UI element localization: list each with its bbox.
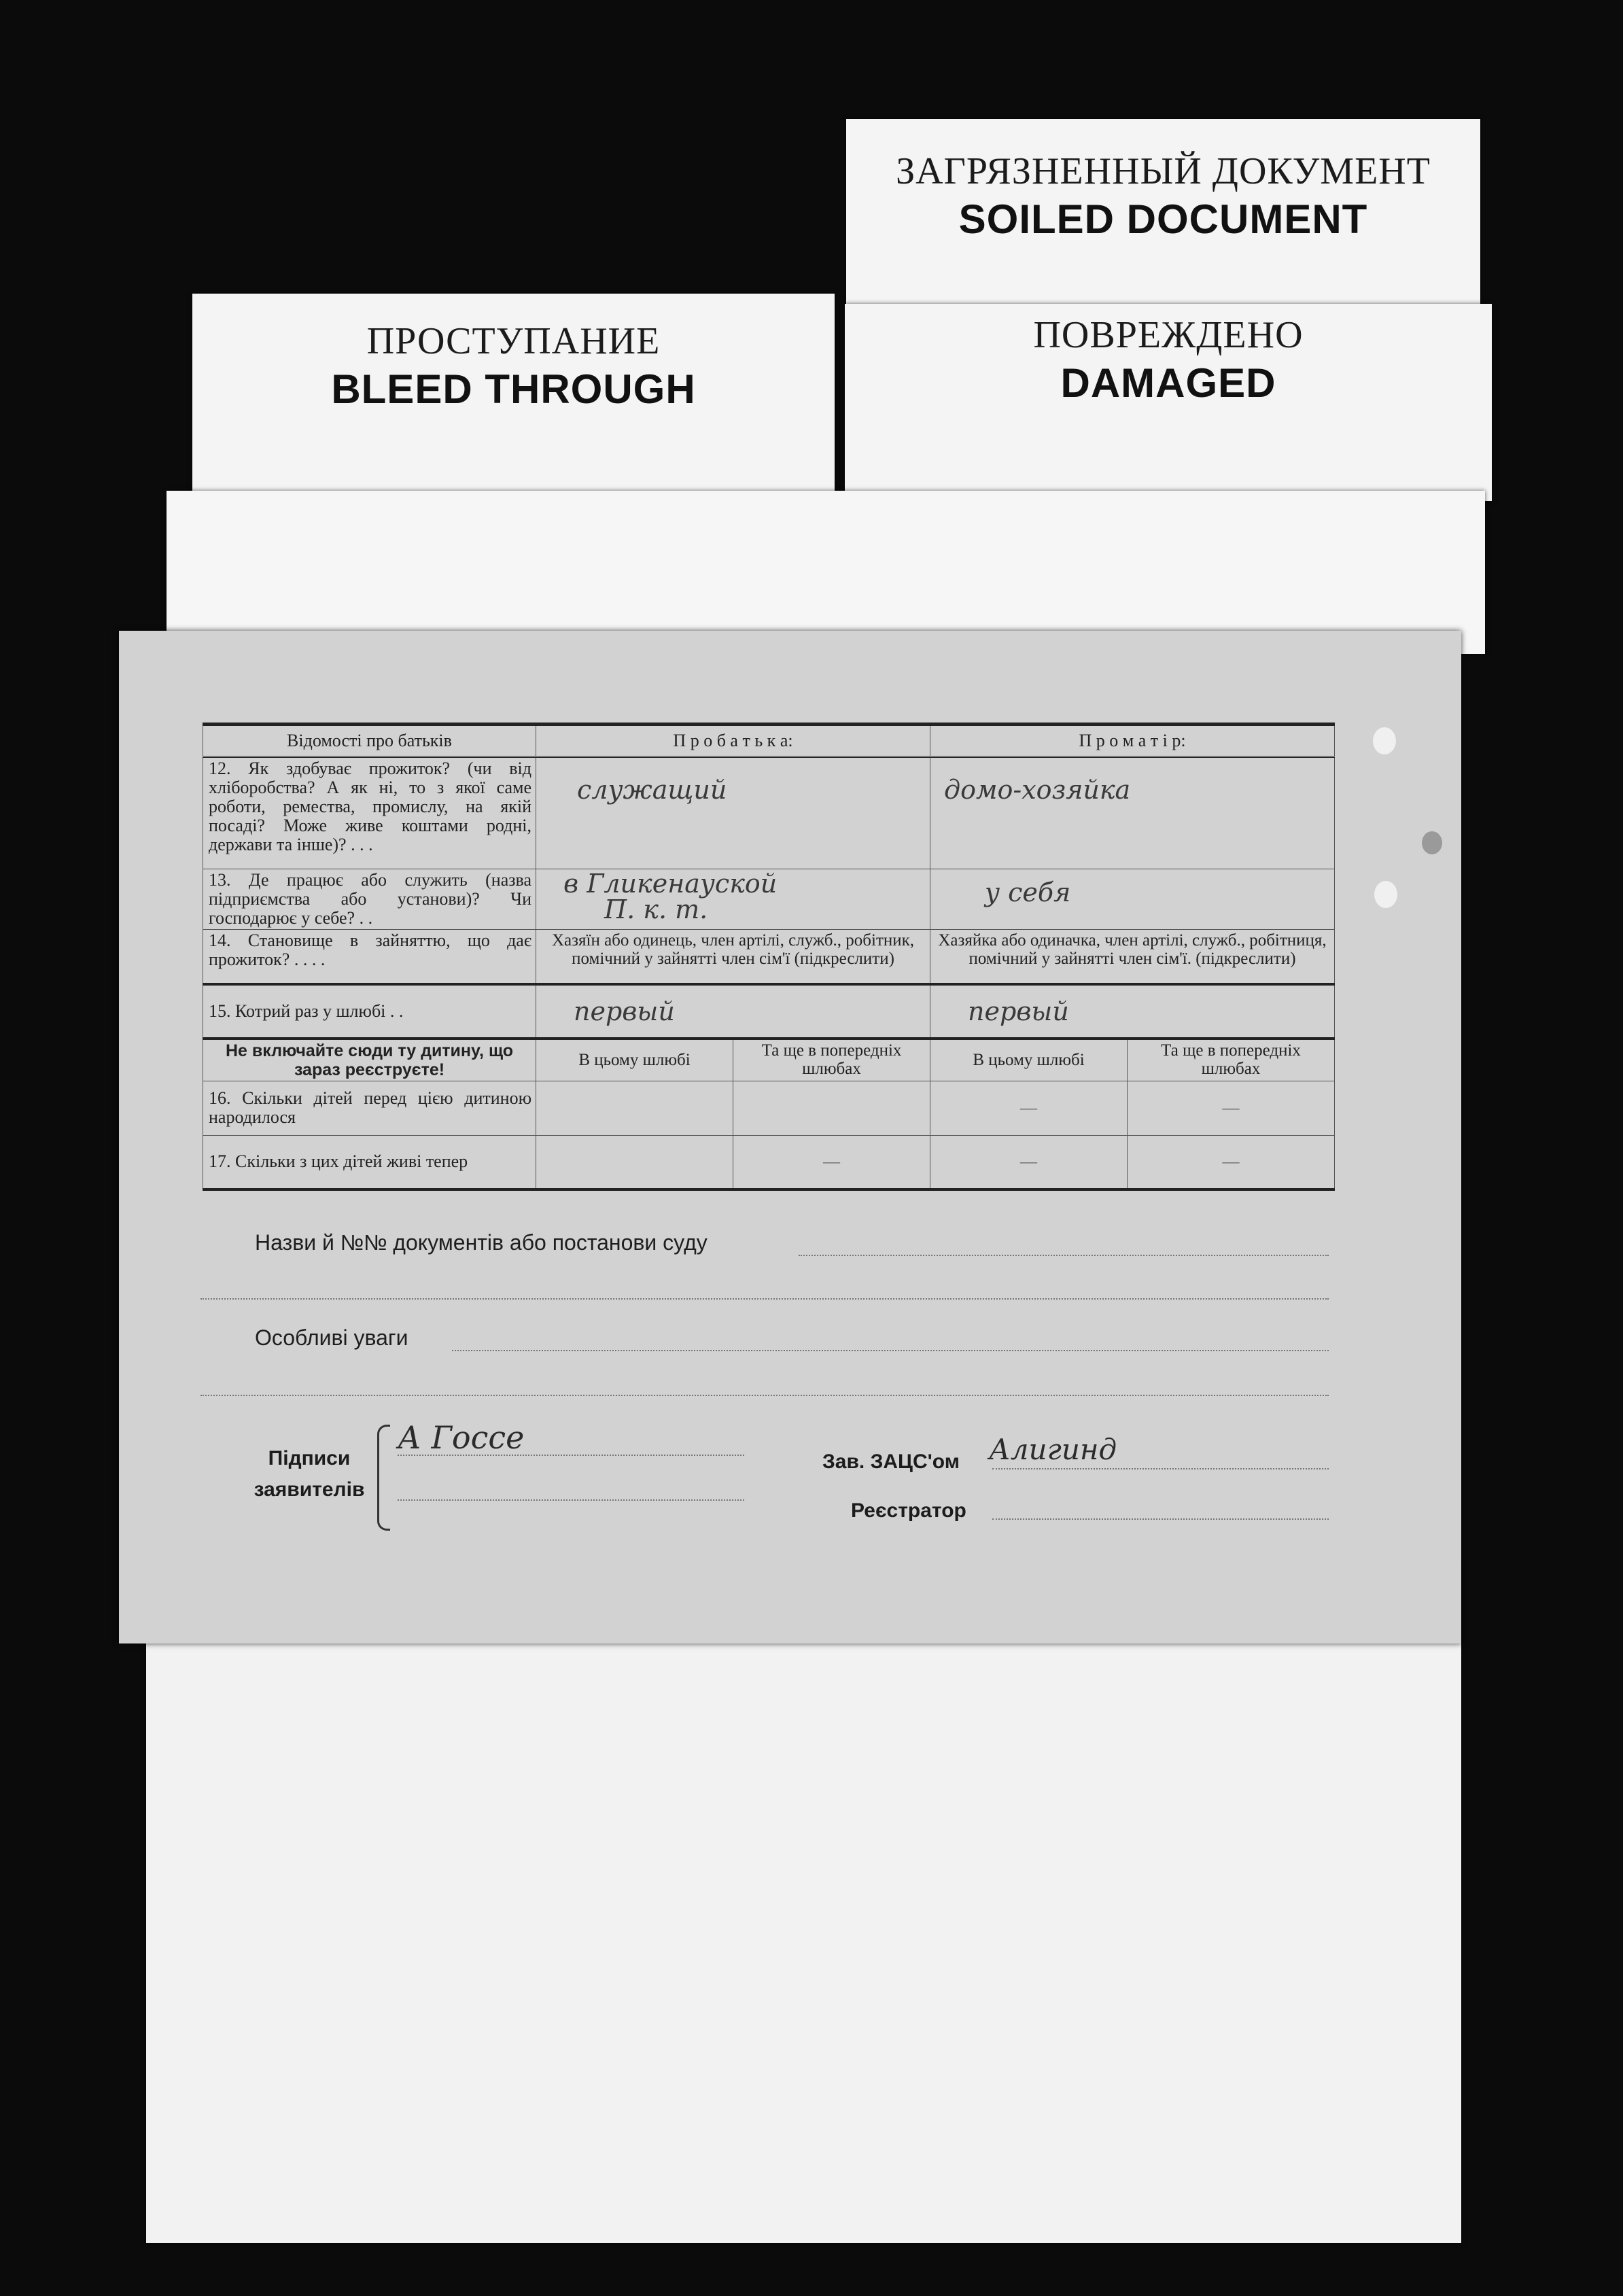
father-status-options: Хазяїн або одинець, член артілі, служб., робітник, помічний у зайнятті член сім'ї (підкреслити) [536,930,930,984]
registrar-label: Реєстратор [851,1499,966,1522]
header-mother: П р о м а т і р: [930,725,1335,757]
mother-status-options: Хазяйка або одиначка, член артілі, служб., робітниця, помічний у зайнятті член сім'ї. (підкреслити) [930,930,1335,984]
children-note: Не включайте сюди ту дитину, що зараз реєструєте! [203,1039,536,1081]
soiled-document-card [846,119,1480,306]
mother-previous-marriages-header: Та ще в попередніх шлюбах [1128,1039,1335,1081]
registrar-line [992,1518,1329,1520]
remarks-label: Особливі уваги [255,1325,408,1350]
father-previous-marriages-header: Та ще в попередніх шлюбах [733,1039,930,1081]
applicant-signature-line-2 [398,1499,744,1501]
q16-father-prev-cell [733,1081,930,1135]
father-marriage-count-answer: первый [536,984,930,1039]
q16-mother-prev-dash: — [1128,1081,1335,1135]
q16-mother-this-dash: — [930,1081,1128,1135]
punch-hole [1374,881,1397,908]
header-info-label: Відомості про батьків [203,725,536,757]
damaged-card [845,304,1492,501]
head-label: Зав. ЗАЦС'ом [822,1450,960,1473]
applicant-signature: А Госсе [398,1419,525,1456]
documents-line-2 [200,1298,1329,1300]
bleed-label-ru: ПРОСТУПАНИЕ [366,320,661,362]
question-13: 13. Де працює або служить (назва підприємства або установи)? Чи господарює у себе? . . [203,869,536,930]
mother-this-marriage-header: В цьому шлюбі [930,1039,1128,1081]
father-occupation-answer: служащий [536,757,930,869]
parents-info-table [203,723,1335,1191]
q16-father-this-cell [536,1081,733,1135]
damaged-label-ru: ПОВРЕЖДЕНО [1033,314,1304,356]
head-signature: Алигинд [989,1433,1117,1466]
father-workplace-line2: П. к. т. [604,894,708,924]
punch-hole [1373,727,1396,754]
q17-father-prev-dash: — [733,1135,930,1189]
q17-mother-this-dash: — [930,1135,1128,1189]
signature-brace [377,1425,390,1531]
punch-hole [1422,831,1442,854]
question-14: 14. Становище в зайняттю, що дає прожиток? . . . . [203,930,536,984]
bleed-through-card [192,294,835,498]
father-this-marriage-header: В цьому шлюбі [536,1039,733,1081]
documents-line [799,1255,1329,1256]
father-workplace-line1: в Гликенауской [563,869,778,899]
mother-occupation-answer: домо-хозяйка [930,757,1335,869]
header-father: П р о б а т ь к а: [536,725,930,757]
registration-form [119,631,1461,1643]
soiled-label-en: SOILED DOCUMENT [958,196,1368,242]
damaged-label-en: DAMAGED [1060,360,1276,406]
father-workplace-answer [536,869,930,930]
mother-workplace-answer: у себя [930,869,1335,930]
question-17: 17. Скільки з цих дітей живі тепер [203,1135,536,1189]
bleed-label-en: BLEED THROUGH [331,366,696,412]
blank-card [167,491,1485,654]
remarks-line-2 [200,1395,1329,1396]
remarks-line [452,1350,1329,1351]
question-15: 15. Котрий раз у шлюбі . . [203,984,536,1039]
q17-father-this-cell [536,1135,733,1189]
question-12: 12. Як здобуває прожиток? (чи від хліборобства? А як ні, то з якої саме роботи, ремества, промислу, на якій посаді? Може живе коштами родні, держави та інше)? . . . [203,757,536,869]
documents-label: Назви й №№ документів або постанови суду [255,1230,708,1255]
q17-mother-prev-dash: — [1128,1135,1335,1189]
applicant-signature-line [398,1455,744,1456]
head-signature-line [992,1468,1329,1469]
backing-sheet [146,1563,1461,2243]
soiled-label-ru: ЗАГРЯЗНЕННЫЙ ДОКУМЕНТ [896,150,1431,192]
mother-marriage-count-answer: первый [930,984,1335,1039]
signatures-label: Підписи заявителів [254,1447,365,1501]
question-16: 16. Скільки дітей перед цією дитиною народилося [203,1081,536,1135]
